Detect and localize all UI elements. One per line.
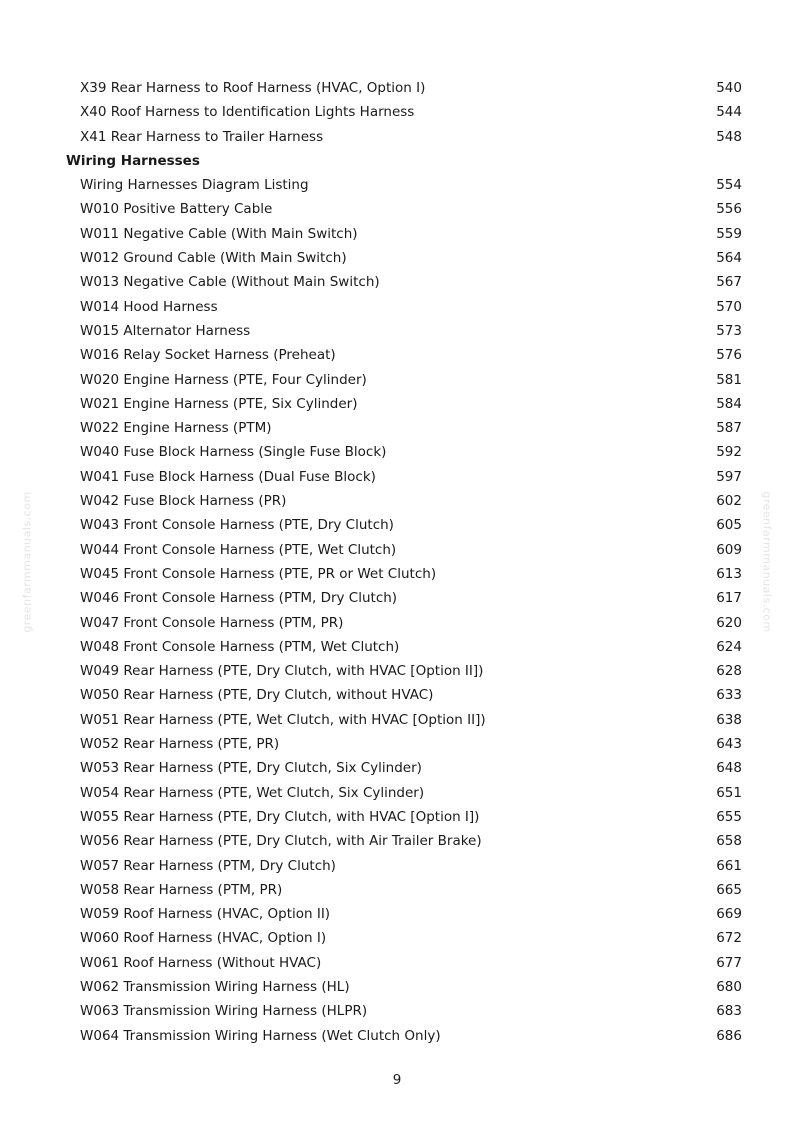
toc-entry[interactable] [0, 683, 794, 707]
toc-entry-page: 609 [716, 541, 742, 558]
table-of-contents [0, 76, 794, 1048]
toc-entry-title: W015 Alternator Harness [80, 322, 251, 339]
section-title: Wiring Harnesses [66, 152, 200, 169]
toc-entry-page: 544 [716, 104, 742, 121]
toc-entry[interactable] [0, 173, 794, 197]
toc-entry-title: W022 Engine Harness (PTM) [80, 420, 272, 437]
toc-entry-title: W051 Rear Harness (PTE, Wet Clutch, with HVAC [Option II]) [80, 711, 486, 728]
toc-entry-page: 624 [716, 638, 742, 655]
toc-entry-page: 617 [716, 590, 742, 607]
toc-entry-page: 564 [716, 250, 742, 267]
toc-entry-page: 628 [716, 663, 742, 680]
toc-entry-page: 576 [716, 347, 742, 364]
toc-entry-title: W053 Rear Harness (PTE, Dry Clutch, Six Cylinder) [80, 760, 422, 777]
toc-entry[interactable] [0, 440, 794, 464]
toc-entry-page: 597 [716, 468, 742, 485]
toc-entry-page: 602 [716, 493, 742, 510]
toc-entry[interactable] [0, 513, 794, 537]
toc-entry[interactable] [0, 319, 794, 343]
toc-entry[interactable] [0, 756, 794, 780]
toc-entry[interactable] [0, 951, 794, 975]
toc-entry[interactable] [0, 926, 794, 950]
toc-entry-page: 683 [716, 1003, 742, 1020]
watermark-left: greenfarmmanuals.com [20, 491, 34, 633]
toc-entry-page: 584 [716, 395, 742, 412]
toc-entry-title: W021 Engine Harness (PTE, Six Cylinder) [80, 395, 358, 412]
toc-entry-page: 592 [716, 444, 742, 461]
toc-entry-title: W040 Fuse Block Harness (Single Fuse Block) [80, 444, 387, 461]
toc-entry[interactable] [0, 1024, 794, 1048]
toc-entry-title: W016 Relay Socket Harness (Preheat) [80, 347, 336, 364]
toc-entry-title: W062 Transmission Wiring Harness (HL) [80, 978, 350, 995]
toc-entry-title: W063 Transmission Wiring Harness (HLPR) [80, 1003, 368, 1020]
toc-entry[interactable] [0, 902, 794, 926]
toc-entry[interactable] [0, 999, 794, 1023]
toc-entry-page: 587 [716, 420, 742, 437]
toc-entry-title: W042 Fuse Block Harness (PR) [80, 493, 287, 510]
toc-entry[interactable] [0, 270, 794, 294]
toc-entry-title: W010 Positive Battery Cable [80, 201, 273, 218]
toc-entry-page: 581 [716, 371, 742, 388]
toc-entry-title: W048 Front Console Harness (PTM, Wet Clutch) [80, 638, 400, 655]
toc-entry[interactable] [0, 222, 794, 246]
toc-entry-title: W057 Rear Harness (PTM, Dry Clutch) [80, 857, 336, 874]
toc-entry-page: 669 [716, 906, 742, 923]
toc-entry-title: W046 Front Console Harness (PTM, Dry Clutch) [80, 590, 398, 607]
toc-entry[interactable] [0, 975, 794, 999]
toc-entry-page: 556 [716, 201, 742, 218]
toc-entry[interactable] [0, 562, 794, 586]
toc-entry[interactable] [0, 465, 794, 489]
toc-entry-page: 620 [716, 614, 742, 631]
toc-entry-page: 554 [716, 177, 742, 194]
toc-entry[interactable] [0, 392, 794, 416]
toc-entry-title: X39 Rear Harness to Roof Harness (HVAC, Option I) [80, 80, 426, 96]
toc-entry[interactable] [0, 416, 794, 440]
toc-entry-title: W011 Negative Cable (With Main Switch) [80, 225, 358, 242]
toc-entry[interactable] [0, 586, 794, 610]
toc-entry-title: W059 Roof Harness (HVAC, Option II) [80, 906, 331, 923]
toc-entry-title: W056 Rear Harness (PTE, Dry Clutch, with Air Trailer Brake) [80, 833, 482, 850]
toc-entry-page: 567 [716, 274, 742, 291]
toc-entry-title: W045 Front Console Harness (PTE, PR or Wet Clutch) [80, 565, 437, 582]
toc-entry-title: X41 Rear Harness to Trailer Harness [80, 128, 324, 145]
toc-entry[interactable] [0, 343, 794, 367]
toc-entry[interactable] [0, 538, 794, 562]
toc-entry-title: W061 Roof Harness (Without HVAC) [80, 954, 322, 971]
toc-entry-title: W043 Front Console Harness (PTE, Dry Clutch) [80, 517, 394, 534]
toc-entry[interactable] [0, 708, 794, 732]
toc-entry-page: 573 [716, 322, 742, 339]
toc-entry-title: W050 Rear Harness (PTE, Dry Clutch, without HVAC) [80, 687, 434, 704]
toc-entry-page: 648 [716, 760, 742, 777]
toc-entry-page: 677 [716, 954, 742, 971]
watermark-right: greenfarmmanuals.com [760, 491, 774, 633]
toc-entry-title: W047 Front Console Harness (PTM, PR) [80, 614, 344, 631]
toc-entry[interactable] [0, 368, 794, 392]
toc-entry-page: 548 [716, 128, 742, 145]
toc-entry-page: 605 [716, 517, 742, 534]
toc-entry-title: W020 Engine Harness (PTE, Four Cylinder) [80, 371, 367, 388]
page-number: 9 [392, 1072, 402, 1088]
toc-entry-page: 570 [716, 298, 742, 315]
toc-entry-page: 686 [716, 1027, 742, 1044]
toc-entry-title: W049 Rear Harness (PTE, Dry Clutch, with HVAC [Option II]) [80, 663, 484, 680]
toc-entry-page: 661 [716, 857, 742, 874]
toc-entry-page: 672 [716, 930, 742, 947]
toc-entry-page: 658 [716, 833, 742, 850]
toc-entry-page: 665 [716, 881, 742, 898]
toc-entry[interactable] [0, 489, 794, 513]
toc-entry-page: 613 [716, 565, 742, 582]
toc-entry-page: 638 [716, 711, 742, 728]
toc-entry[interactable] [0, 781, 794, 805]
toc-entry[interactable] [0, 100, 794, 124]
toc-entry-title: W013 Negative Cable (Without Main Switch) [80, 274, 380, 291]
toc-entry-title: W060 Roof Harness (HVAC, Option I) [80, 930, 327, 947]
toc-entry-title: W054 Rear Harness (PTE, Wet Clutch, Six Cylinder) [80, 784, 425, 801]
toc-entry-page: 540 [716, 80, 742, 96]
toc-entry-page: 643 [716, 736, 742, 753]
toc-entry-title: W052 Rear Harness (PTE, PR) [80, 736, 280, 753]
toc-entry[interactable] [0, 878, 794, 902]
toc-entry-page: 559 [716, 225, 742, 242]
toc-entry[interactable] [0, 76, 794, 100]
toc-entry-title: W041 Fuse Block Harness (Dual Fuse Block) [80, 468, 376, 485]
toc-entry-title: W058 Rear Harness (PTM, PR) [80, 881, 283, 898]
toc-entry[interactable] [0, 732, 794, 756]
toc-entry-title: W055 Rear Harness (PTE, Dry Clutch, with HVAC [Option I]) [80, 808, 480, 825]
toc-entry[interactable] [0, 125, 794, 149]
toc-entry-title: W044 Front Console Harness (PTE, Wet Clutch) [80, 541, 397, 558]
toc-entry-title: Wiring Harnesses Diagram Listing [80, 177, 309, 194]
toc-section-heading[interactable] [0, 149, 794, 173]
toc-entry-title: W014 Hood Harness [80, 298, 218, 315]
toc-entry-title: W012 Ground Cable (With Main Switch) [80, 250, 347, 267]
toc-entry[interactable] [0, 197, 794, 221]
toc-entry[interactable] [0, 829, 794, 853]
toc-entry[interactable] [0, 854, 794, 878]
toc-entry[interactable] [0, 635, 794, 659]
toc-entry[interactable] [0, 805, 794, 829]
toc-entry-title: X40 Roof Harness to Identification Lights Harness [80, 104, 415, 121]
toc-entry-page: 651 [716, 784, 742, 801]
toc-entry-title: W064 Transmission Wiring Harness (Wet Clutch Only) [80, 1027, 441, 1044]
toc-entry[interactable] [0, 295, 794, 319]
toc-entry-page: 633 [716, 687, 742, 704]
toc-entry-page: 655 [716, 808, 742, 825]
toc-entry[interactable] [0, 611, 794, 635]
toc-entry-page: 680 [716, 978, 742, 995]
toc-entry[interactable] [0, 659, 794, 683]
toc-entry[interactable] [0, 246, 794, 270]
